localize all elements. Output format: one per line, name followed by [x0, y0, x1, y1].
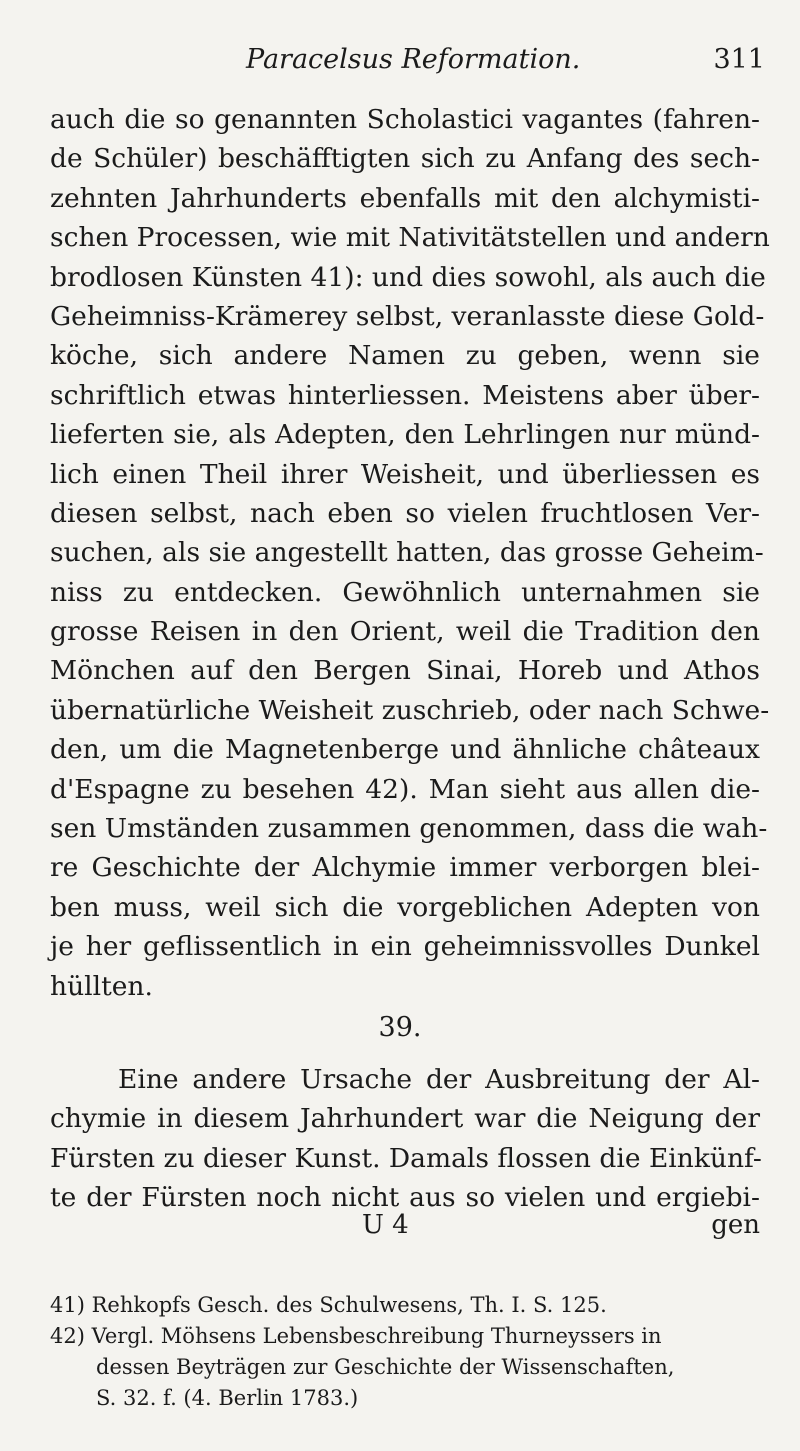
signature-mark: U 4	[362, 1210, 409, 1240]
section-text	[50, 1060, 760, 1218]
running-title: Paracelsus Reformation.	[246, 44, 581, 75]
text-line: Fürsten zu dieser Kunst. Damals flossen die Einkünf-	[50, 1142, 762, 1174]
page-header	[50, 40, 765, 80]
text-line: d'Espagne zu besehen 42). Man sieht aus allen die-	[50, 773, 760, 805]
text-line: je her geflissentlich in ein geheimnissvolles Dunkel	[50, 931, 760, 963]
footnote-continuation: S. 32. f. (4. Berlin 1783.)	[96, 1386, 359, 1410]
section-heading: 39.	[378, 1012, 422, 1043]
text-line: grosse Reisen in den Orient, weil die Tradition den	[50, 616, 760, 648]
signature-line	[50, 1210, 760, 1250]
catchword: gen	[711, 1210, 760, 1240]
text-line: schen Processen, wie mit Nativitätstellen und andern	[50, 222, 770, 254]
text-line: lich einen Theil ihrer Weisheit, und überliessen es	[50, 458, 760, 490]
text-line: re Geschichte der Alchymie immer verborgen blei-	[50, 852, 760, 884]
text-line: köche, sich andere Namen zu geben, wenn sie	[50, 340, 760, 372]
body-text	[50, 100, 770, 1006]
text-line: sen Umständen zusammen genommen, dass die wah-	[50, 813, 768, 845]
text-line: ben muss, weil sich die vorgeblichen Adepten von	[50, 891, 760, 923]
text-line: Mönchen auf den Bergen Sinai, Horeb und Athos	[50, 655, 760, 687]
text-line: den, um die Magnetenberge und ähnliche châteaux	[50, 734, 760, 766]
text-line: chymie in diesem Jahrhundert war die Neigung der	[50, 1103, 760, 1135]
text-line: übernatürliche Weisheit zuschrieb, oder nach Schwe-	[50, 694, 770, 726]
text-line: Eine andere Ursache der Ausbreitung der Al-	[118, 1064, 760, 1095]
text-line: hüllten.	[50, 970, 153, 1002]
text-line: diesen selbst, nach eben so vielen fruchtlosen Ver-	[50, 497, 760, 529]
text-line: auch die so genannten Scholastici vagantes (fahren-	[50, 104, 760, 135]
text-line: lieferten sie, als Adepten, den Lehrlingen nur münd-	[50, 419, 760, 451]
text-line: de Schüler) beschäfftigten sich zu Anfang des sech-	[50, 143, 760, 175]
text-line: brodlosen Künsten 41): und dies sowohl, als auch die	[50, 261, 766, 293]
text-line: niss zu entdecken. Gewöhnlich unternahmen sie	[50, 576, 760, 608]
text-line: te der Fürsten noch nicht aus so vielen und ergiebi-	[50, 1182, 760, 1214]
footnote-continuation: dessen Beyträgen zur Geschichte der Wissenschaften,	[96, 1355, 675, 1379]
text-line: Geheimniss-Krämerey selbst, veranlasste diese Gold-	[50, 300, 765, 332]
footnote: 41) Rehkopfs Gesch. des Schulwesens, Th. I. S. 125.	[50, 1293, 607, 1317]
footnotes	[50, 1290, 760, 1414]
text-line: zehnten Jahrhunderts ebenfalls mit den alchymisti-	[50, 182, 760, 214]
footnote: 42) Vergl. Möhsens Lebensbeschreibung Thurneyssers in	[50, 1324, 662, 1348]
text-line: suchen, als sie angestellt hatten, das grosse Geheim-	[50, 537, 764, 569]
text-line: schriftlich etwas hinterliessen. Meistens aber über-	[50, 379, 760, 411]
page-number: 311	[713, 44, 765, 75]
